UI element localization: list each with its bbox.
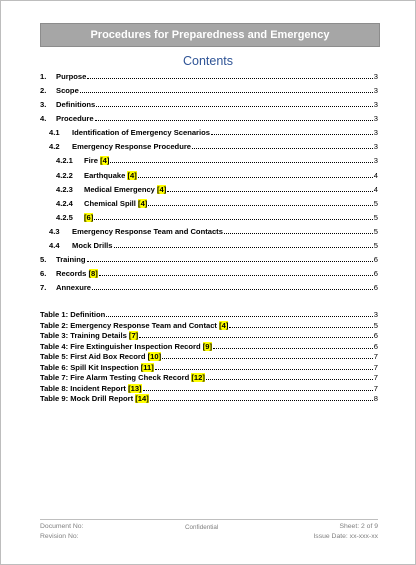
placeholder-tag: [4] — [219, 320, 229, 330]
placeholder-tag: [7] — [128, 331, 139, 340]
dot-leader — [80, 92, 373, 93]
toc-entry-page: 5 — [373, 213, 378, 222]
toc-entry-label: Definitions — [56, 100, 96, 109]
toc-entry-number: 4.2.2 — [56, 171, 73, 180]
toc-entry[interactable] — [40, 196, 378, 208]
dot-leader — [155, 369, 373, 370]
table-list-entry[interactable] — [40, 330, 378, 340]
toc-entry-page: 4 — [373, 171, 378, 180]
dot-leader — [96, 106, 373, 107]
placeholder-tag: [10] — [147, 352, 162, 361]
footer-document-no: Document No: — [40, 523, 84, 530]
toc-entry-number: 3. — [40, 100, 47, 109]
toc-entry-page: 3 — [373, 114, 378, 123]
placeholder-tag: [11] — [140, 362, 154, 372]
table-list-label: Table 1: Definition — [40, 310, 106, 319]
dot-leader — [138, 177, 373, 178]
toc-entry[interactable] — [40, 153, 378, 165]
placeholder-tag: [4] — [127, 171, 137, 180]
placeholder-tag: [4] — [157, 185, 167, 194]
toc-entry-number: 1. — [40, 72, 47, 81]
toc-entry-number: 4.4 — [49, 241, 60, 250]
table-list-page: 7 — [373, 373, 378, 382]
footer-divider — [40, 519, 378, 520]
table-list-label: Table 6: Spill Kit Inspection — [40, 362, 139, 372]
footer-revision-no: Revision No: — [40, 533, 79, 540]
dot-leader — [229, 327, 372, 328]
placeholder-tag: [4] — [138, 199, 148, 208]
toc-entry-number: 7. — [40, 283, 47, 292]
toc-entry-label: Emergency Response Procedure — [72, 142, 192, 151]
toc-entry[interactable] — [40, 252, 378, 264]
footer-confidential: Confidential — [185, 523, 219, 531]
table-list-entry[interactable] — [40, 372, 378, 382]
toc-entry-page: 3 — [373, 128, 378, 137]
table-list-page: 7 — [373, 362, 378, 372]
table-list-page: 6 — [373, 331, 378, 340]
toc-entry[interactable] — [40, 139, 378, 151]
toc-entry-page: 3 — [373, 156, 378, 165]
toc-entry[interactable] — [40, 97, 378, 109]
table-list-page: 3 — [373, 310, 378, 319]
placeholder-tag: [9] — [202, 341, 213, 351]
dot-leader — [148, 205, 372, 206]
table-list-label: Table 4: Fire Extinguisher Inspection Record — [40, 341, 201, 351]
toc-entry-page: 3 — [373, 72, 378, 81]
toc-entry-page: 5 — [373, 241, 378, 250]
toc-entry-page: 5 — [373, 227, 378, 236]
toc-entry[interactable] — [40, 83, 378, 95]
dot-leader — [95, 120, 373, 121]
dot-leader — [143, 390, 373, 391]
toc-entry-label: Records — [56, 269, 87, 278]
contents-heading: Contents — [182, 54, 234, 68]
toc-entry-label: Fire — [84, 156, 98, 165]
toc-entry-page: 6 — [373, 255, 378, 264]
toc-entry-number: 5. — [40, 255, 47, 264]
toc-entry-page: 3 — [373, 100, 378, 109]
placeholder-tag: [13] — [128, 383, 142, 393]
table-list-page: 6 — [373, 341, 378, 351]
dot-leader — [211, 134, 373, 135]
dot-leader — [192, 148, 373, 149]
toc-entry-label: Mock Drills — [72, 241, 113, 250]
table-list-entry[interactable] — [40, 309, 378, 319]
dot-leader — [139, 337, 373, 338]
toc-entry-page: 5 — [373, 199, 378, 208]
placeholder-tag: [14] — [135, 394, 149, 403]
toc-entry-page: 3 — [373, 86, 378, 95]
table-list-label: Table 2: Emergency Response Team and Contact — [40, 320, 217, 330]
table-list-entry[interactable] — [40, 320, 378, 330]
table-list-entry[interactable] — [40, 362, 378, 372]
toc-entry[interactable] — [40, 280, 378, 292]
placeholder-tag: [12] — [191, 373, 205, 382]
dot-leader — [213, 348, 373, 349]
toc-entry-number: 2. — [40, 86, 47, 95]
toc-entry-page: 3 — [373, 142, 378, 151]
toc-entry-label: Purpose — [56, 72, 87, 81]
dot-leader — [162, 358, 373, 359]
toc-entry[interactable] — [40, 266, 378, 278]
dot-leader — [110, 162, 372, 163]
toc-entry-label: Chemical Spill — [84, 199, 136, 208]
dot-leader — [94, 219, 372, 220]
toc-entry-label: Earthquake — [84, 171, 126, 180]
toc-entry[interactable] — [40, 125, 378, 137]
toc-entry-label: Training — [56, 255, 86, 264]
dot-leader — [106, 316, 373, 317]
toc-entry-label: Annexure — [56, 283, 92, 292]
toc-entry-label: Procedure — [56, 114, 94, 123]
table-list-label: Table 9: Mock Drill Report — [40, 394, 134, 403]
toc-entry-number: 4.2.4 — [56, 199, 73, 208]
toc-entry-page: 4 — [373, 185, 378, 194]
toc-entry[interactable] — [40, 238, 378, 250]
toc-entry-page: 6 — [373, 283, 378, 292]
toc-entry-label: Identification of Emergency Scenarios — [72, 128, 210, 137]
placeholder-tag: [4] — [100, 156, 110, 165]
table-list-entry[interactable] — [40, 393, 378, 403]
toc-entry-number: 4. — [40, 114, 47, 123]
table-list-label: Table 5: First Aid Box Record — [40, 352, 146, 361]
table-list-entry[interactable] — [40, 351, 378, 361]
toc-entry-number: 4.2.3 — [56, 185, 73, 194]
dot-leader — [92, 289, 373, 290]
dot-leader — [167, 191, 372, 192]
dot-leader — [150, 400, 373, 401]
footer-issue-date: Issue Date: xx-xxx-xx — [313, 533, 378, 540]
footer-sheet: Sheet: 2 of 9 — [339, 523, 378, 530]
toc-entry[interactable] — [40, 224, 378, 236]
dot-leader — [87, 78, 372, 79]
toc-entry-number: 4.3 — [49, 227, 60, 236]
dot-leader — [99, 275, 373, 276]
header-banner — [40, 23, 380, 47]
toc-entry-label: Emergency Response Team and Contacts — [72, 227, 223, 236]
dot-leader — [224, 233, 373, 234]
toc-entry[interactable] — [40, 210, 378, 222]
toc-entry[interactable] — [40, 182, 378, 194]
dot-leader — [206, 379, 373, 380]
toc-entry-number: 4.1 — [49, 128, 60, 137]
table-list-entry[interactable] — [40, 341, 378, 351]
toc-entry-label: Medical Emergency — [84, 185, 155, 194]
table-list-page: 8 — [373, 394, 378, 403]
table-list-label: Table 7: Fire Alarm Testing Check Record — [40, 373, 190, 382]
toc-entry-number: 4.2.1 — [56, 156, 73, 165]
placeholder-tag: [6] — [84, 213, 94, 222]
dot-leader — [87, 261, 373, 262]
dot-leader — [114, 247, 373, 248]
table-list-page: 5 — [373, 320, 378, 330]
document-title: Procedures for Preparedness and Emergency — [90, 29, 330, 41]
toc-entry[interactable] — [40, 168, 378, 180]
toc-entry-number: 6. — [40, 269, 47, 278]
table-list-label: Table 3: Training Details — [40, 331, 127, 340]
toc-entry[interactable] — [40, 111, 378, 123]
placeholder-tag: [8] — [88, 269, 98, 278]
toc-entry[interactable] — [40, 69, 378, 81]
table-list-page: 7 — [373, 352, 378, 361]
toc-entry-page: 6 — [373, 269, 378, 278]
toc-entry-number: 4.2 — [49, 142, 60, 151]
table-list-entry[interactable] — [40, 383, 378, 393]
toc-entry-label: Scope — [56, 86, 79, 95]
table-list-label: Table 8: Incident Report — [40, 383, 126, 393]
table-list-page: 7 — [373, 383, 378, 393]
toc-entry-number: 4.2.5 — [56, 213, 73, 222]
